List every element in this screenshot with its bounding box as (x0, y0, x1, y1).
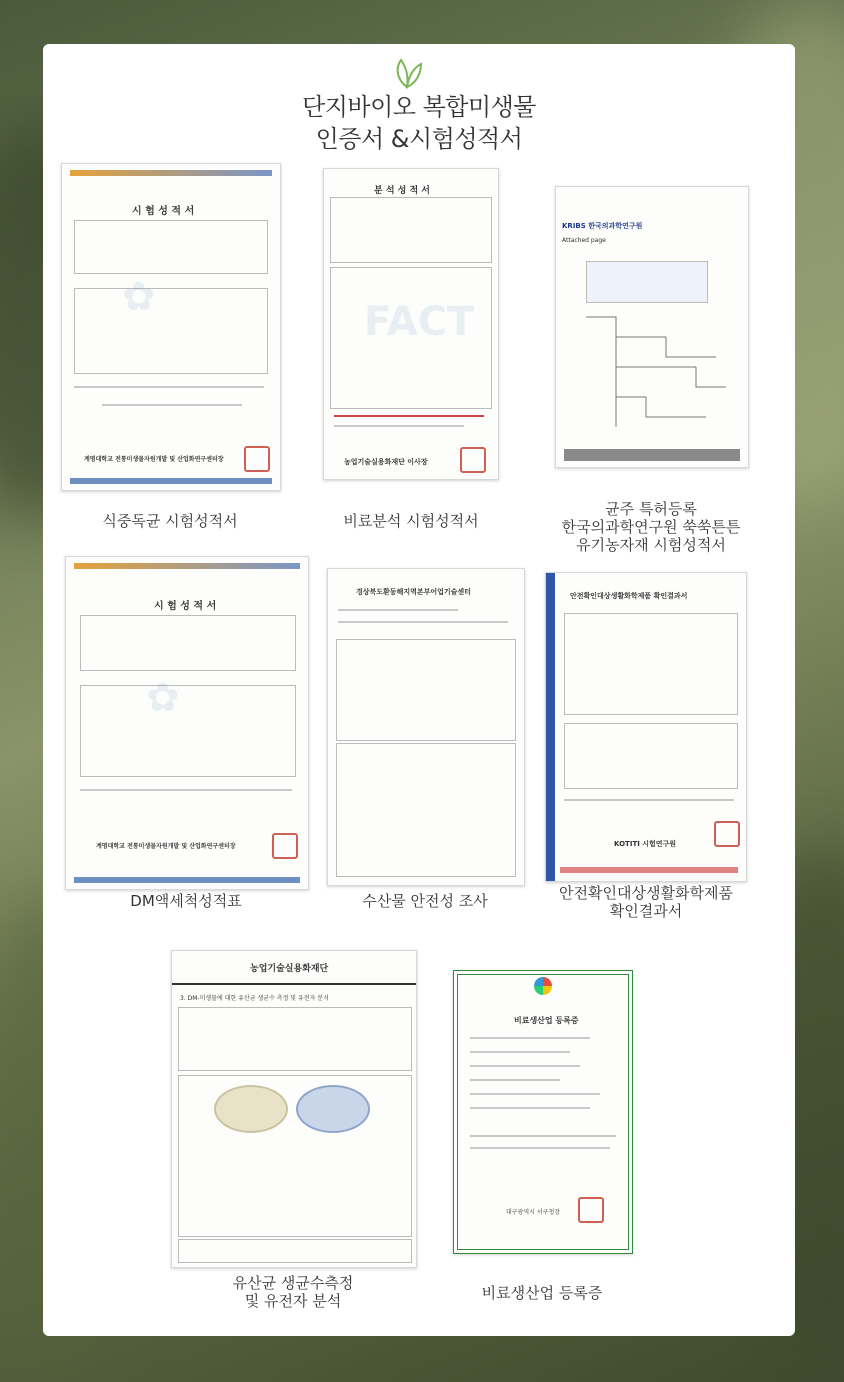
page-title-line2: 인증서 &시험성적서 (315, 125, 523, 153)
leaf-icon (389, 54, 425, 90)
caption-kribs-patent: 균주 특허등록 한국의과학연구원 쑥쑥튼튼 유기농자재 시험성적서 (561, 500, 741, 554)
doc-issuer: 농업기술실용화재단 이사장 (344, 458, 428, 466)
document-seafood-safety (327, 568, 525, 886)
doc-title: 시 험 성 적 서 (154, 601, 217, 612)
document-dm-wash-report: 시 험 성 적 서 ✿ 계명대학교 전통미생물자원개발 및 산업화연구센터장 (65, 556, 309, 890)
doc-title: KRIBS 한국의과학연구원 (562, 222, 643, 230)
doc-title: 경상북도환동해지역본부어업기술센터 (356, 588, 471, 596)
doc-title: 안전확인대상생활화학제품 확인결과서 (570, 592, 688, 600)
doc-title: 분 석 성 적 서 (374, 186, 431, 196)
doc-issuer: 대구광역시 서구청장 (506, 1209, 561, 1216)
caption-fertilizer-registration: 비료생산업 등록증 (481, 1284, 603, 1302)
caption-fertilizer-analysis: 비료분석 시험성적서 (343, 512, 479, 530)
page-title-line1: 단지바이오 복합미생물 (302, 93, 536, 121)
document-food-poisoning-test: 시 험 성 적 서 ✿ 계명대학교 전통미생물자원개발 및 산업화연구센터장 (61, 163, 281, 491)
document-safety-check-result (545, 572, 747, 882)
document-fertilizer-analysis: 분 석 성 적 서 FACT 농업기술실용화재단 이사장 (323, 168, 499, 480)
caption-dm-wash-report: DM액세척성적표 (130, 892, 242, 910)
document-fertilizer-registration (453, 970, 633, 1254)
caption-seafood-safety: 수산물 안전성 조사 (362, 892, 488, 910)
doc-issuer: 3. DM-미생물에 대한 유산균 생균수 측정 및 유전자 분석 (180, 995, 329, 1002)
doc-issuer: 계명대학교 전통미생물자원개발 및 산업화연구센터장 (96, 843, 236, 850)
doc-issuer: KOTITI 시험연구원 (614, 840, 677, 848)
doc-issuer: Attached page (562, 237, 606, 244)
document-kribs-patent (555, 186, 749, 468)
doc-title: 농업기술실용화재단 (250, 964, 329, 974)
document-lactic-acid-analysis (171, 950, 417, 1268)
doc-issuer: 계명대학교 전통미생물자원개발 및 산업화연구센터장 (84, 456, 224, 463)
caption-lactic-acid-analysis: 유산균 생균수측정 및 유전자 분석 (232, 1274, 354, 1310)
caption-food-poisoning-test: 식중독균 시험성적서 (102, 512, 238, 530)
doc-title: 비료생산업 등록증 (514, 1016, 579, 1025)
caption-safety-check-result: 안전확인대상생활화학제품 확인결과서 (559, 884, 733, 920)
doc-title: 시 험 성 적 서 (132, 206, 195, 217)
content-panel (43, 44, 795, 1336)
